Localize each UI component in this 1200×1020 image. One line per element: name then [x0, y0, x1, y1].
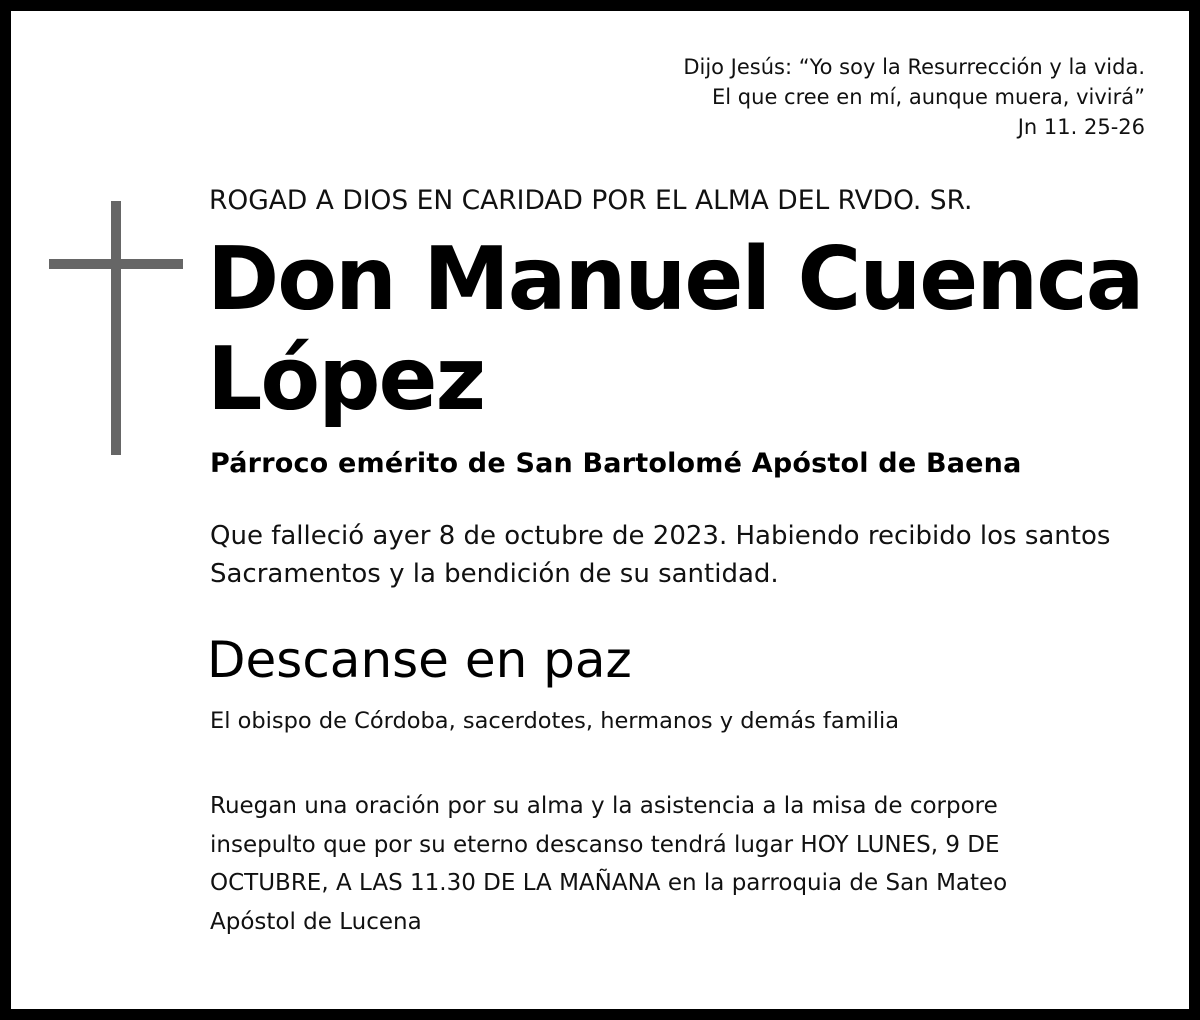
- death-line: Que falleció ayer 8 de octubre de 2023. Habiendo recibido los santos: [210, 521, 1111, 551]
- quote-line: El que cree en mí, aunque muera, vivirá”: [712, 85, 1145, 109]
- rest-in-peace-heading: Descanse en paz: [207, 631, 632, 689]
- cross-icon-arm: [49, 259, 183, 269]
- intro-text: ROGAD A DIOS EN CARIDAD POR EL ALMA DEL RVDO. SR.: [209, 185, 973, 216]
- quote-line: Dijo Jesús: “Yo soy la Resurrección y la vida.: [683, 55, 1145, 79]
- prayer-line: Ruegan una oración por su alma y la asistencia a la misa de corpore: [210, 793, 998, 819]
- quote-reference: Jn 11. 25-26: [1017, 115, 1145, 139]
- prayer-line: OCTUBRE, A LAS 11.30 DE LA MAÑANA en la parroquia de San Mateo: [210, 870, 1008, 896]
- death-line: Sacramentos y la bendición de su santidad.: [210, 559, 779, 589]
- family-signatories: El obispo de Córdoba, sacerdotes, hermanos y demás familia: [210, 708, 900, 734]
- name-line: López: [207, 328, 485, 430]
- cross-icon: [111, 201, 121, 455]
- name-line: Don Manuel Cuenca: [207, 228, 1143, 330]
- prayer-line: insepulto que por su eterno descanso tendrá lugar HOY LUNES, 9 DE: [210, 831, 1000, 858]
- deceased-role: Párroco emérito de San Bartolomé Apóstol de Baena: [210, 448, 1022, 479]
- prayer-request: [210, 787, 1007, 941]
- prayer-line: Apóstol de Lucena: [210, 908, 422, 935]
- death-notice: [210, 517, 1110, 593]
- bible-quote: [683, 52, 1145, 142]
- deceased-name: [207, 229, 1143, 429]
